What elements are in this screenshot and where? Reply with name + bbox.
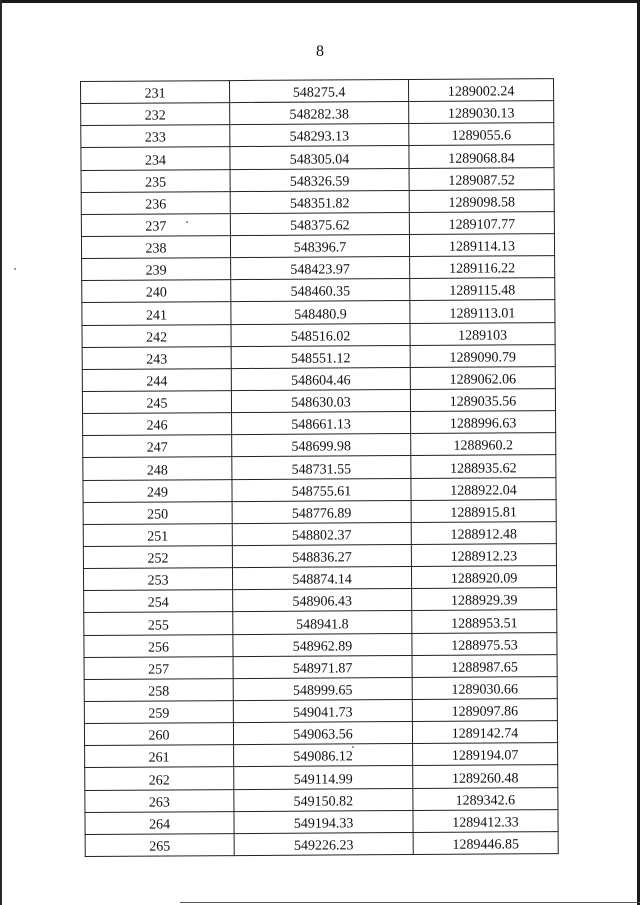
x-coordinate-cell [232,478,411,501]
y-coordinate-value: 1289446.85 [452,837,519,853]
point-number-cell [84,634,233,657]
x-coordinate-value: 548480.9 [294,306,347,323]
point-number-cell [82,302,231,325]
point-number-value: 235 [145,175,167,191]
point-number-cell [84,590,233,613]
x-coordinate-cell [234,832,413,855]
table-row [83,544,556,569]
table-row [85,765,558,790]
y-coordinate-cell [412,699,557,722]
x-coordinate-value: 549114.99 [293,771,353,788]
x-coordinate-cell [232,456,411,479]
x-coordinate-cell [233,589,412,612]
point-number-value: 247 [146,440,168,456]
point-number-value: 239 [145,263,167,279]
x-coordinate-cell [234,766,413,789]
x-coordinate-value: 549150.82 [293,793,354,810]
point-number-cell [82,280,231,303]
scan-edge-top [0,0,640,3]
point-number-value: 250 [147,507,169,523]
x-coordinate-value: 548516.02 [290,329,351,345]
table-row [82,256,555,281]
table-row [84,588,557,613]
y-coordinate-cell [411,455,556,478]
point-number-cell [82,324,231,347]
x-coordinate-cell [232,412,411,435]
point-number-cell [85,833,234,856]
x-coordinate-cell [232,567,411,590]
point-number-cell [85,789,234,812]
point-number-cell [83,435,232,458]
point-number-value: 242 [146,330,168,346]
y-coordinate-value: 1289002.24 [447,84,515,100]
point-number-value: 256 [147,640,170,656]
table-row [84,721,557,746]
x-coordinate-cell [233,655,412,678]
point-number-cell [84,656,233,679]
x-coordinate-value: 548906.43 [292,594,352,611]
x-coordinate-value: 548971.87 [292,661,353,677]
x-coordinate-cell [231,367,410,390]
scan-edge-bottom [180,902,640,903]
y-coordinate-cell [413,809,558,832]
y-coordinate-cell [411,521,556,544]
y-coordinate-value: 1289412.33 [452,815,519,831]
x-coordinate-value: 548423.97 [290,262,350,278]
point-number-value: 259 [148,706,170,722]
point-number-cell [84,701,233,724]
point-number-cell [83,523,232,546]
y-coordinate-value: 1289098.58 [448,195,516,211]
table-row [84,610,557,635]
y-coordinate-cell [409,211,554,234]
point-number-value: 236 [145,197,167,213]
x-coordinate-cell [233,677,412,700]
y-coordinate-value: 1288996.63 [449,416,517,432]
y-coordinate-value: 1288920.09 [450,571,518,587]
x-coordinate-cell [233,611,412,634]
point-number-value: 263 [148,795,170,811]
y-coordinate-cell [411,499,556,522]
table-row [83,455,556,480]
y-coordinate-value: 1288929.39 [450,593,518,610]
point-number-value: 261 [148,750,170,766]
point-number-cell [83,568,232,591]
y-coordinate-cell [410,300,555,323]
y-coordinate-cell [410,256,555,279]
y-coordinate-cell [412,721,557,744]
point-number-value: 254 [147,595,169,611]
x-coordinate-cell [234,788,413,811]
x-coordinate-value: 548275.4 [292,85,346,101]
point-number-value: 232 [144,108,166,124]
table-row [81,123,554,148]
y-coordinate-cell [411,411,556,434]
x-coordinate-cell [233,722,412,745]
y-coordinate-cell [409,189,554,212]
point-number-value: 234 [144,153,167,169]
table-row [84,654,557,679]
table-row [81,145,554,170]
table-row [84,676,557,701]
table-row [84,632,557,657]
x-coordinate-value: 549041.73 [293,705,353,721]
y-coordinate-value: 1289194.07 [451,748,519,765]
point-number-value: 233 [144,130,166,147]
y-coordinate-cell [410,322,555,345]
x-coordinate-cell [230,168,409,191]
point-number-value: 265 [149,839,171,855]
scan-speck [14,268,16,270]
y-coordinate-value: 1288935.62 [450,460,517,477]
point-number-value: 253 [147,573,169,589]
x-coordinate-value: 549226.23 [293,838,354,854]
point-number-cell [82,346,231,369]
table-row [82,300,555,325]
x-coordinate-value: 548293.13 [289,129,350,146]
point-number-cell [81,103,230,126]
y-coordinate-cell [410,389,555,412]
y-coordinate-value: 1288912.48 [450,527,518,543]
coordinates-table [80,78,559,857]
x-coordinate-value: 548731.55 [291,461,352,478]
y-coordinate-cell [412,632,557,655]
table-row [81,167,554,192]
point-number-value: 248 [146,463,168,479]
x-coordinate-value: 548874.14 [292,572,352,588]
y-coordinate-value: 1288953.51 [451,615,518,632]
x-coordinate-value: 548375.62 [290,218,350,234]
x-coordinate-cell [232,544,411,567]
x-coordinate-cell [234,810,413,833]
y-coordinate-value: 1289097.86 [451,704,519,720]
y-coordinate-cell [413,787,558,810]
table-row [81,189,554,214]
x-coordinate-cell [232,434,411,457]
y-coordinate-value: 1288975.53 [451,637,518,654]
y-coordinate-value: 1289087.52 [448,173,515,189]
table-row [81,211,554,236]
x-coordinate-cell [230,124,409,147]
table-row [84,699,557,724]
y-coordinate-value: 1289103 [458,328,508,344]
y-coordinate-cell [410,366,555,389]
point-number-value: 258 [148,684,170,700]
y-coordinate-cell [411,544,556,567]
point-number-cell [82,368,231,391]
x-coordinate-value: 548305.04 [289,151,350,168]
point-number-cell [82,391,231,414]
table-row [81,101,554,126]
y-coordinate-value: 1288915.81 [450,505,517,521]
y-coordinate-cell [411,566,556,589]
point-number-cell [81,236,230,259]
x-coordinate-value: 548802.37 [291,528,352,544]
table-row [81,234,554,259]
point-number-cell [84,612,233,635]
y-coordinate-value: 1289068.84 [448,150,515,167]
table-row [85,787,558,812]
table-row [85,831,558,856]
y-coordinate-value: 1289116.22 [449,261,516,278]
x-coordinate-value: 548661.13 [291,417,351,433]
point-number-cell [85,745,234,768]
y-coordinate-value: 1289062.06 [449,372,517,388]
x-coordinate-cell [231,323,410,346]
point-number-cell [85,811,234,834]
y-coordinate-cell [410,344,555,367]
table-row [83,499,556,524]
x-coordinate-value: 549063.56 [293,727,353,743]
table-row [81,79,554,104]
table-row [85,743,558,768]
table-row [82,344,555,369]
y-coordinate-value: 1289115.48 [449,283,516,300]
x-coordinate-cell [230,79,409,102]
point-number-cell [81,191,230,214]
x-coordinate-cell [233,633,412,656]
y-coordinate-cell [411,477,556,500]
point-number-cell [83,501,232,524]
point-number-cell [83,479,232,502]
x-coordinate-value: 548460.35 [290,284,351,301]
point-number-value: 237 [145,219,167,235]
y-coordinate-cell [409,101,554,124]
point-number-value: 249 [146,485,169,501]
y-coordinate-value: 1289035.56 [449,394,517,410]
y-coordinate-cell [408,79,553,102]
x-coordinate-cell [232,500,411,523]
table-row [82,322,555,347]
x-coordinate-cell [231,345,410,368]
y-coordinate-value: 1289090.79 [449,350,516,366]
point-number-value: 240 [145,285,167,302]
x-coordinate-value: 548282.38 [289,107,350,124]
x-coordinate-cell [232,522,411,545]
x-coordinate-value: 548755.61 [291,484,352,500]
point-number-value: 255 [147,617,169,634]
x-coordinate-cell [231,257,410,280]
x-coordinate-value: 548396.7 [293,240,347,256]
point-number-cell [81,169,230,192]
y-coordinate-cell [412,676,557,699]
x-coordinate-cell [230,234,409,257]
scan-edge-left [0,0,2,905]
y-coordinate-value: 1288922.04 [450,483,517,499]
table-row [83,521,556,546]
x-coordinate-cell [230,146,409,169]
page-number: 8 [316,43,324,60]
y-coordinate-cell [410,278,555,301]
y-coordinate-value: 1289055.6 [451,128,512,145]
y-coordinate-cell [413,765,558,788]
y-coordinate-value: 1289030.13 [447,106,515,123]
y-coordinate-cell [409,234,554,257]
x-coordinate-cell [230,190,409,213]
point-number-cell [81,81,230,104]
x-coordinate-value: 548836.27 [292,550,352,566]
point-number-cell [81,147,230,170]
y-coordinate-value: 1288912.23 [450,549,518,565]
y-coordinate-value: 1289114.13 [448,239,516,255]
point-number-cell [83,546,232,569]
point-number-value: 257 [148,662,170,678]
x-coordinate-value: 549086.12 [293,749,353,766]
x-coordinate-value: 548630.03 [291,395,351,411]
point-number-value: 241 [145,308,167,324]
x-coordinate-value: 548326.59 [289,174,350,190]
y-coordinate-value: 1289342.6 [455,792,516,809]
x-coordinate-cell [230,102,409,125]
point-number-value: 238 [145,241,167,257]
x-coordinate-cell [233,699,412,722]
point-number-value: 252 [147,551,169,567]
point-number-value: 264 [148,817,171,833]
point-number-value: 260 [148,728,170,744]
x-coordinate-value: 548604.46 [291,373,351,389]
x-coordinate-value: 548999.65 [292,683,353,699]
table-row [83,433,556,458]
coordinates-table-body [81,79,559,857]
point-number-cell [85,767,234,790]
table-row [83,477,556,502]
point-number-cell [81,213,230,236]
x-coordinate-value: 548962.89 [292,639,353,655]
x-coordinate-cell [231,279,410,302]
y-coordinate-value: 1289142.74 [451,726,519,742]
point-number-value: 262 [148,772,170,789]
point-number-cell [83,457,232,480]
point-number-value: 246 [146,418,168,434]
y-coordinate-value: 1289113.01 [449,305,516,322]
x-coordinate-value: 549194.33 [293,816,354,832]
x-coordinate-value: 548941.8 [296,616,349,633]
table-row [82,366,555,391]
point-number-cell [84,678,233,701]
table-row [83,566,556,591]
y-coordinate-cell [409,123,554,146]
x-coordinate-value: 548776.89 [291,506,352,522]
y-coordinate-cell [412,610,557,633]
point-number-cell [82,258,231,281]
x-coordinate-value: 548351.82 [289,196,350,212]
x-coordinate-cell [234,744,413,767]
y-coordinate-value: 1289107.77 [448,217,516,233]
point-number-value: 231 [144,86,166,102]
y-coordinate-value: 1289260.48 [451,770,519,787]
point-number-value: 245 [146,396,168,412]
y-coordinate-value: 1289030.66 [451,682,519,698]
point-number-value: 243 [146,352,168,368]
x-coordinate-cell [231,301,410,324]
x-coordinate-cell [230,212,409,235]
y-coordinate-cell [412,654,557,677]
table-row [83,411,556,436]
y-coordinate-cell [409,167,554,190]
table-row [82,278,555,303]
point-number-cell [84,723,233,746]
y-coordinate-cell [413,831,558,854]
y-coordinate-cell [413,743,558,766]
y-coordinate-value: 1288960.2 [453,438,514,455]
y-coordinate-cell [411,433,556,456]
y-coordinate-cell [409,145,554,168]
table-row [85,809,558,834]
point-number-value: 251 [147,529,169,545]
y-coordinate-value: 1288987.65 [451,660,518,676]
point-number-value: 244 [146,374,168,390]
point-number-cell [81,125,230,148]
x-coordinate-value: 548551.12 [290,351,351,367]
x-coordinate-value: 548699.98 [291,439,352,456]
x-coordinate-cell [231,389,410,412]
point-number-cell [83,413,232,436]
table-row [82,389,555,414]
y-coordinate-cell [412,588,557,611]
